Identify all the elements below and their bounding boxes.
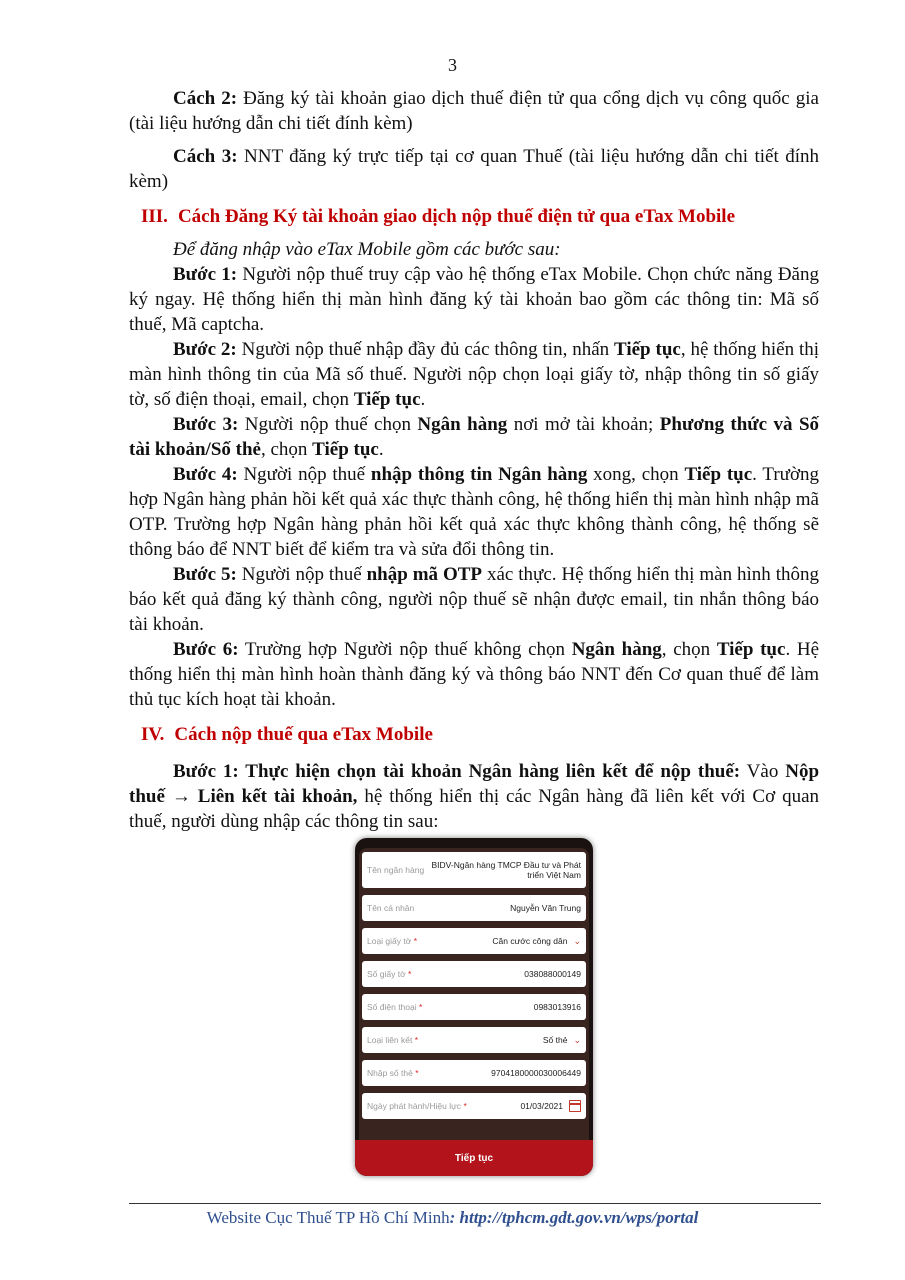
- personal-name-field[interactable]: [362, 895, 586, 921]
- heading-text: Cách Đăng Ký tài khoản giao dịch nộp thuế điện tử qua eTax Mobile: [177, 206, 735, 227]
- chevron-down-icon: ⌄: [573, 1034, 581, 1045]
- bold-text: Ngân hàng: [571, 639, 662, 660]
- step-3: [129, 412, 819, 462]
- footer-site: Website Cục Thuế TP Hồ Chí Minh: [206, 1208, 450, 1227]
- field-value: 038088000149: [524, 969, 581, 979]
- bold-text: Phương thức và Số tài khoản/Số thẻ: [129, 414, 820, 460]
- bold-text: Tiếp tục: [716, 639, 786, 660]
- arrow-icon: →: [164, 786, 198, 807]
- text: . Trường hợp Ngân hàng phản hồi kết quả xác thực thành công, hệ thống hiển thị màn hình nhập mã OTP. Trường hợp Ngân hàng phản hồi kết quả xác thực không thành công, hệ thống sẽ thông báo để NNT biết để kiểm tra và sửa đổi thông tin.: [129, 464, 819, 560]
- section-heading-iii: [141, 204, 819, 229]
- field-label: Nhập số thẻ *: [367, 1068, 419, 1078]
- text: , chọn: [260, 439, 313, 460]
- text: hệ thống hiển thị các Ngân hàng đã liên kết với Cơ quan thuế, người dùng nhập các thông tin sau:: [129, 786, 820, 832]
- etax-mobile-screenshot: [355, 838, 593, 1176]
- field-label: Tên ngân hàng: [367, 865, 425, 875]
- label-cach-3: Cách 3:: [173, 146, 238, 167]
- calendar-icon[interactable]: [569, 1100, 581, 1112]
- heading-text: Cách nộp thuế qua eTax Mobile: [174, 724, 433, 745]
- text: , hệ thống hiển thị màn hình thông tin của Mã số thuế. Người nộp chọn loại giấy tờ, nhập thông tin số giấy tờ, số điện thoại, email, chọn: [129, 339, 820, 410]
- bold-text: Tiếp tục: [684, 464, 753, 485]
- footer-colon: :: [449, 1208, 460, 1227]
- text: , chọn: [661, 639, 717, 660]
- issue-date-field[interactable]: [362, 1093, 586, 1119]
- continue-button[interactable]: Tiếp tục: [355, 1140, 593, 1176]
- text: Người nộp thuế chọn: [238, 414, 418, 435]
- field-value: Số thẻ: [542, 1035, 568, 1045]
- bold-text: Tiếp tục: [614, 339, 681, 360]
- field-value: Nguyễn Văn Trung: [510, 903, 581, 913]
- step-1: [129, 262, 819, 337]
- field-value: 0983013916: [533, 1002, 581, 1012]
- field-label: Loại giấy tờ *: [367, 936, 418, 946]
- footer-divider: [129, 1203, 821, 1204]
- bold-text: Tiếp tục: [312, 439, 379, 460]
- step-2: [129, 337, 819, 412]
- step-label: Bước 3:: [173, 414, 239, 435]
- bank-name-field[interactable]: [362, 852, 586, 888]
- paragraph-cach-2: [129, 86, 819, 136]
- text: .: [378, 439, 384, 460]
- intro-text: Để đăng nhập vào eTax Mobile gồm các bước sau:: [173, 239, 561, 260]
- field-label: Loại liên kết *: [367, 1035, 419, 1045]
- field-label: Tên cá nhân: [367, 903, 415, 913]
- field-label: Ngày phát hành/Hiệu lực *: [367, 1101, 467, 1111]
- payment-step-1: [129, 759, 819, 834]
- step-6: [129, 637, 819, 712]
- step-4: [129, 462, 819, 562]
- label-cach-2: Cách 2:: [173, 88, 238, 109]
- field-value: Căn cước công dân: [492, 936, 568, 946]
- text: nơi mở tài khoản;: [507, 414, 660, 435]
- text: Người nộp thuế: [237, 464, 371, 485]
- step-label: Bước 2:: [173, 339, 237, 360]
- link-type-select[interactable]: [362, 1027, 586, 1053]
- step-label: Bước 4:: [173, 464, 238, 485]
- text: Vào: [740, 761, 786, 782]
- text: xong, chọn: [587, 464, 685, 485]
- bold-text: Ngân hàng: [417, 414, 508, 435]
- bold-text: Liên kết tài khoản,: [197, 786, 358, 807]
- heading-number: IV.: [141, 724, 165, 745]
- text: Người nộp thuế nhập đầy đủ các thông tin, nhấn: [236, 339, 615, 360]
- text: .: [420, 389, 426, 410]
- bold-text: nhập mã OTP: [366, 564, 483, 585]
- field-label: Số giấy tờ *: [367, 969, 412, 979]
- step-label: Bước 1: Thực hiện chọn tài khoản Ngân hàng liên kết để nộp thuế:: [173, 761, 741, 782]
- step-label: Bước 1:: [173, 264, 238, 285]
- text: xác thực. Hệ thống hiển thị màn hình thông báo kết quả đăng ký thành công, người nộp thuế sẽ nhận được email, tin nhắn thông báo tài khoản.: [129, 564, 819, 635]
- step-label: Bước 5:: [173, 564, 237, 585]
- text: . Hệ thống hiển thị màn hình hoàn thành đăng ký và thông báo NNT đến Cơ quan thuế để làm thủ tục kích hoạt tài khoản.: [129, 639, 820, 710]
- paragraph-cach-3: [129, 144, 819, 194]
- bold-text: Tiếp tục: [353, 389, 421, 410]
- text: Người nộp thuế: [236, 564, 367, 585]
- chevron-down-icon: ⌄: [573, 935, 581, 946]
- footer-url[interactable]: http://tphcm.gdt.gov.vn/wps/portal: [459, 1208, 699, 1227]
- text: Người nộp thuế truy cập vào hệ thống eTax Mobile. Chọn chức năng Đăng ký ngay. Hệ thống hiển thị màn hình đăng ký tài khoản bao gồm các thông tin: Mã số thuế, Mã captcha.: [129, 264, 819, 335]
- document-number-field[interactable]: [362, 961, 586, 987]
- field-value: 01/03/2021: [520, 1101, 563, 1111]
- card-number-field[interactable]: [362, 1060, 586, 1086]
- bank-link-form: [359, 848, 589, 1150]
- field-value: BIDV-Ngân hàng TMCP Đầu tư và Phát triển Việt Nam: [431, 860, 581, 880]
- text: Đăng ký tài khoản giao dịch thuế điện tử qua cổng dịch vụ công quốc gia (tài liệu hướng dẫn chi tiết đính kèm): [129, 88, 819, 134]
- text: NNT đăng ký trực tiếp tại cơ quan Thuế (tài liệu hướng dẫn chi tiết đính kèm): [129, 146, 819, 192]
- step-label: Bước 6:: [173, 639, 239, 660]
- document-body: [129, 86, 819, 834]
- text: Trường hợp Người nộp thuế không chọn: [238, 639, 572, 660]
- field-value: 9704180000030006449: [491, 1068, 581, 1078]
- document-type-select[interactable]: [362, 928, 586, 954]
- page-number: 3: [448, 55, 457, 75]
- bold-text: Nộp thuế: [129, 761, 820, 807]
- heading-number: III.: [141, 206, 168, 227]
- phone-number-field[interactable]: [362, 994, 586, 1020]
- page-footer: [0, 1208, 905, 1228]
- section-heading-iv: [141, 722, 819, 747]
- field-label: Số điện thoại *: [367, 1002, 423, 1012]
- step-5: [129, 562, 819, 637]
- bold-text: nhập thông tin Ngân hàng: [370, 464, 588, 485]
